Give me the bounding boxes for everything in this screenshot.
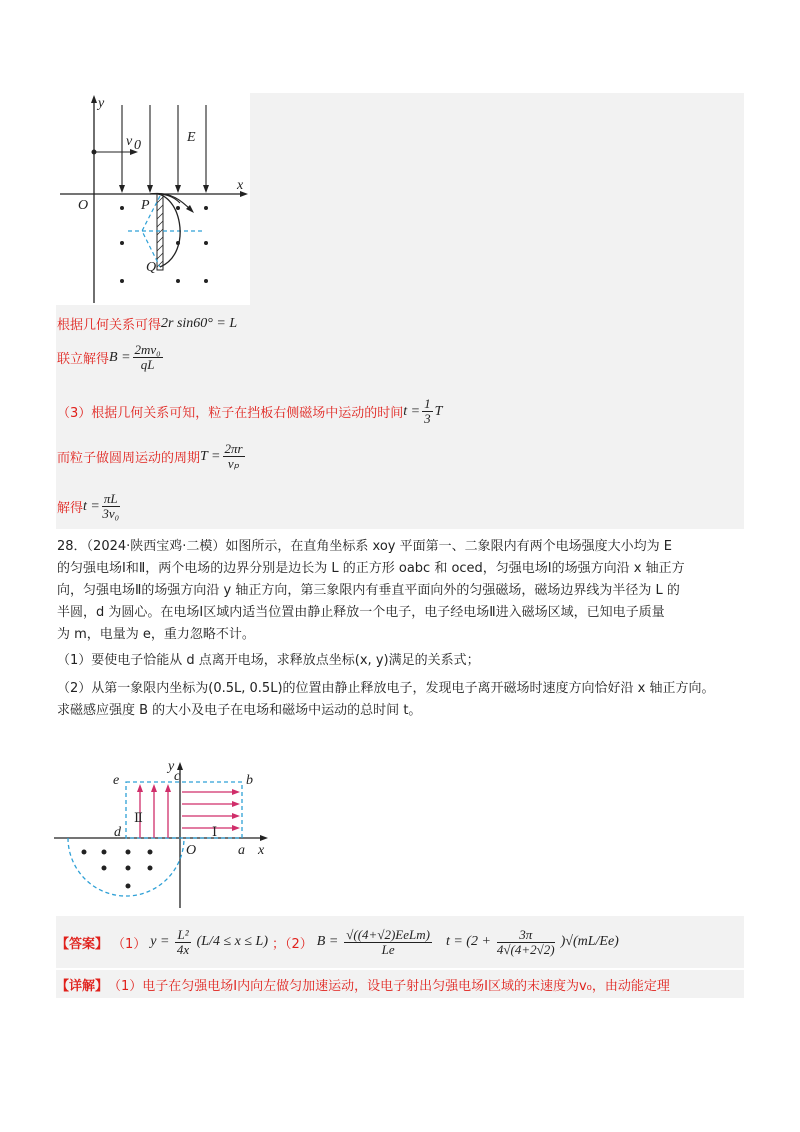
question-1: （1）要使电子恰能从 d 点离开电场，求释放点坐标(x, y)满足的关系式； <box>57 653 480 668</box>
detail-tag: 【详解】 <box>56 978 109 994</box>
line5-lhs: t = <box>83 498 100 514</box>
fig2-label-O: O <box>186 843 197 858</box>
line2-text: 联立解得 <box>57 352 110 367</box>
fig2-label-II: Ⅱ <box>134 811 143 826</box>
fig1-label-v0: v <box>126 134 133 149</box>
line3-lhs: t = <box>403 403 421 419</box>
solution-line-2 <box>57 343 165 372</box>
ans2-lhs: B = <box>316 934 339 949</box>
ans3-tail: )√(mL/Ee) <box>560 934 619 949</box>
ans3-lhs: t = (2 + <box>445 934 491 949</box>
fig2-label-d: d <box>114 825 121 840</box>
line3-text: （3）根据几何关系可知，粒子在挡板右侧磁场中运动的时间 <box>57 406 404 421</box>
ans1-fraction: $\frac{\text{L²}}{4x}$ <box>176 926 190 957</box>
fig1-label-y: y <box>98 96 105 111</box>
fig1-label-E: E <box>187 130 196 145</box>
solution-line-3 <box>57 397 442 426</box>
line4-text: 而粒子做圆周运动的周期 <box>57 451 201 466</box>
line2-lhs: B = <box>109 349 131 365</box>
problem-line-4: 半圆，d 为圆心。在电场Ⅰ区域内适当位置由静止释放一个电子，电子经电场Ⅱ进入磁场区域，已知电子质量 <box>57 605 665 620</box>
line3-tail: T <box>434 403 443 419</box>
line4-lhs: T = <box>200 448 221 464</box>
question-2: （2）从第一象限内坐标为(0.5L, 0.5L)的位置由静止释放电子，发现电子离开磁场时速度方向恰好沿 x 轴正方向。 <box>57 681 715 696</box>
detail-text: （1）电子在匀强电场Ⅰ内向左做匀加速运动，设电子射出匀强电场Ⅰ区域的末速度为v₀，由动能定理 <box>108 978 670 994</box>
line5-text: 解得 <box>57 501 84 516</box>
line5-fraction: $\frac{\pi L}{\text{3v₀}}$ <box>102 491 120 521</box>
fig2-label-e: e <box>113 773 120 788</box>
line3-fraction: $\frac{1}{3}$ <box>424 396 431 426</box>
line2-fraction: $\frac{\text{2mv₀}}{qL}$ <box>134 342 161 372</box>
fig1-label-P: P <box>141 198 150 213</box>
fig1-label-Q: Q <box>146 260 157 275</box>
problem-line-5: 为 m，电量为 e，重力忽略不计。 <box>57 627 255 642</box>
ans1-condition: (L/4 ≤ x ≤ L) <box>196 934 268 949</box>
fig2-label-a: a <box>238 843 245 858</box>
problem-line-1: 28．（2024·陕西宝鸡·二模）如图所示，在直角坐标系 xoy 平面第一、二象限内有两个电场强度大小均为 E <box>57 539 672 554</box>
fig2-label-y: y <box>168 760 175 774</box>
fig1-label-v0-sub: 0 <box>134 138 141 153</box>
solution-line-4 <box>57 442 247 471</box>
ans2-fraction: $\frac{\text{√((4+√2)EeLm)}}{Le}$ <box>346 926 430 957</box>
question-2b: 求磁感应强度 B 的大小及电子在电场和磁场中运动的总时间 t。 <box>57 703 422 718</box>
fig1-label-x: x <box>237 178 244 193</box>
fig2-label-c: c <box>174 769 181 784</box>
figure-1 <box>56 93 250 305</box>
fig2-label-I: Ⅰ <box>212 825 218 840</box>
fig1-label-O: O <box>78 198 89 213</box>
ans1-lhs: y = <box>150 934 170 949</box>
problem-text <box>57 536 747 722</box>
fig2-label-x: x <box>258 843 265 858</box>
solution-line-1 <box>57 314 237 333</box>
line1-text: 根据几何关系可得 <box>57 318 162 333</box>
problem-line-3: 向，匀强电场Ⅱ的场强方向沿 y 轴正方向，第三象限内有垂直平面向外的匀强磁场，磁场边界线为半径为 L 的 <box>57 583 680 598</box>
detail-block <box>56 970 744 998</box>
answer-block <box>56 916 744 968</box>
answer-tag: 【答案】 <box>56 936 109 952</box>
ans3-fraction: $\frac{3\pi}{4√(4+2√2)}$ <box>496 926 555 957</box>
figure-2 <box>50 760 280 910</box>
line4-fraction: $\frac{2\pi r}{\text{vₚ}}$ <box>224 441 243 471</box>
line1-math: 2r sin60° = L <box>161 315 238 331</box>
problem-line-2: 的匀强电场Ⅰ和Ⅱ，两个电场的边界分别是边长为 L 的正方形 oabc 和 oced，匀强电场Ⅰ的场强方向沿 x 轴正方 <box>57 561 685 576</box>
fig2-label-b: b <box>246 773 253 788</box>
answer-sep: ；（2） <box>271 936 313 952</box>
solution-line-5 <box>57 492 122 521</box>
answer-part1: （1） <box>112 936 147 952</box>
